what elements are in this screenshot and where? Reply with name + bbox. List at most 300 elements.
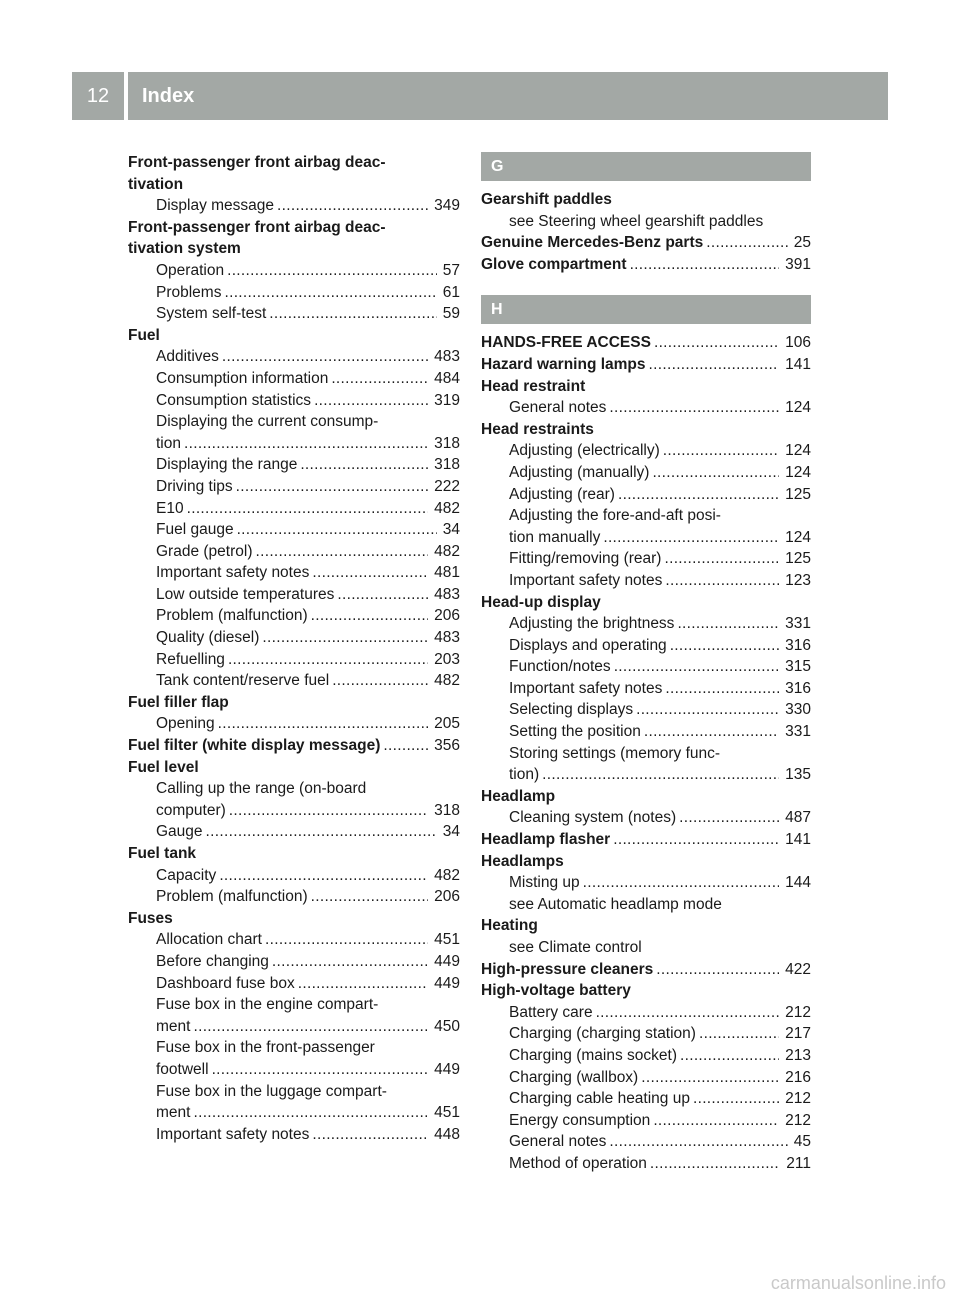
index-subentry[interactable]	[481, 484, 811, 506]
index-subentry[interactable]	[481, 397, 811, 419]
page-reference[interactable]: 481	[434, 564, 460, 582]
index-subentry[interactable]	[481, 807, 811, 829]
page-reference[interactable]: 482	[434, 672, 460, 690]
index-entry	[128, 908, 460, 930]
dot-leader	[609, 397, 779, 419]
dot-leader	[656, 959, 779, 981]
entry-text: HANDS-FREE ACCESS	[481, 334, 651, 352]
dot-leader	[693, 1088, 779, 1110]
index-subentry[interactable]	[128, 390, 460, 412]
index-subentry[interactable]	[481, 635, 811, 657]
entry-text: Displays and operating	[509, 636, 667, 654]
dot-leader	[311, 886, 429, 908]
index-entry	[481, 980, 811, 1002]
dot-leader	[229, 800, 428, 822]
page-reference[interactable]: 25	[793, 234, 811, 252]
page-reference[interactable]: 212	[785, 1003, 811, 1021]
entry-text: Refuelling	[156, 650, 225, 668]
page-reference[interactable]: 206	[434, 888, 460, 906]
page-reference[interactable]: 141	[785, 831, 811, 849]
index-subentry[interactable]	[128, 1124, 460, 1146]
page-reference[interactable]: 483	[434, 629, 460, 647]
index-entry	[128, 152, 460, 174]
page-reference[interactable]: 125	[785, 485, 811, 503]
entry-text: tivation	[128, 175, 184, 193]
page-reference[interactable]: 217	[785, 1025, 811, 1043]
page-reference[interactable]: 205	[434, 715, 460, 733]
page-reference[interactable]: 57	[442, 261, 460, 279]
page-reference[interactable]: 124	[785, 399, 811, 417]
index-subentry[interactable]	[481, 570, 811, 592]
page-reference[interactable]: 482	[434, 542, 460, 560]
page-reference[interactable]: 319	[434, 391, 460, 409]
index-subentry[interactable]	[481, 462, 811, 484]
section-letter-g: G	[481, 152, 811, 181]
dot-leader	[596, 1002, 780, 1024]
index-subentry[interactable]	[481, 678, 811, 700]
index-entry[interactable]	[481, 332, 811, 354]
index-entry	[128, 843, 460, 865]
index-entry[interactable]	[481, 829, 811, 851]
entry-text: Adjusting (electrically)	[509, 442, 660, 460]
dot-leader	[677, 613, 779, 635]
dot-leader	[583, 872, 779, 894]
page-reference[interactable]: 125	[785, 550, 811, 568]
index-entry[interactable]	[481, 254, 811, 276]
entry-text: Calling up the range (on-board	[156, 780, 367, 798]
index-subentry[interactable]	[128, 260, 460, 282]
index-subentry[interactable]	[128, 584, 460, 606]
page-reference[interactable]: 106	[785, 334, 811, 352]
page-reference[interactable]: 206	[434, 607, 460, 625]
dot-leader	[644, 721, 779, 743]
index-subentry	[128, 994, 460, 1016]
index-subentry[interactable]	[128, 454, 460, 476]
index-subentry	[481, 743, 811, 765]
entry-text: Head restraints	[481, 420, 594, 438]
index-subentry[interactable]	[128, 821, 460, 843]
dot-leader	[609, 1131, 787, 1153]
index-subentry[interactable]	[128, 800, 460, 822]
dot-leader	[641, 1067, 779, 1089]
entry-text: tion manually	[509, 528, 601, 546]
entry-text: Low outside temperatures	[156, 585, 335, 603]
watermark: carmanualsonline.info	[770, 1273, 946, 1293]
dot-leader	[314, 390, 428, 412]
entry-text: Allocation chart	[156, 931, 262, 949]
index-subentry[interactable]	[128, 951, 460, 973]
entry-text: Charging (wallbox)	[509, 1068, 639, 1086]
entry-text: Fitting/removing (rear)	[509, 550, 662, 568]
dot-leader	[255, 541, 428, 563]
page-reference[interactable]: 349	[434, 197, 460, 215]
dot-leader	[613, 829, 779, 851]
page-reference[interactable]: 451	[434, 931, 460, 949]
section-spacer	[481, 275, 811, 295]
entry-text: Charging cable heating up	[509, 1090, 690, 1108]
index-subentry[interactable]	[128, 886, 460, 908]
index-subentry[interactable]	[128, 929, 460, 951]
page-reference[interactable]: 203	[434, 650, 460, 668]
index-entry	[128, 692, 460, 714]
dot-leader	[193, 1102, 428, 1124]
entry-text: Display message	[156, 197, 275, 215]
page-reference[interactable]: 449	[434, 974, 460, 992]
dot-leader	[277, 195, 428, 217]
entry-text: Setting the position	[509, 723, 641, 741]
dot-leader	[652, 462, 779, 484]
index-subentry[interactable]	[128, 1059, 460, 1081]
entry-text: Gauge	[156, 823, 203, 841]
index-entry	[481, 915, 811, 937]
entry-text: Misting up	[509, 874, 580, 892]
page-reference[interactable]: 124	[785, 528, 811, 546]
index-subentry[interactable]	[481, 764, 811, 786]
dot-leader	[670, 635, 779, 657]
entry-text: High-pressure cleaners	[481, 960, 654, 978]
entry-text: Adjusting the fore-and-aft posi-	[509, 507, 721, 525]
page-reference[interactable]: 449	[434, 1060, 460, 1078]
page-reference[interactable]: 487	[785, 809, 811, 827]
page-reference[interactable]: 356	[434, 737, 460, 755]
dot-leader	[636, 699, 779, 721]
index-subentry[interactable]	[128, 865, 460, 887]
index-entry[interactable]	[481, 354, 811, 376]
entry-text: Problem (malfunction)	[156, 888, 308, 906]
dot-leader	[383, 735, 428, 757]
entry-text: Fuel gauge	[156, 521, 234, 539]
index-subentry[interactable]	[128, 605, 460, 627]
entry-text: Adjusting (rear)	[509, 485, 615, 503]
index-subentry	[481, 937, 811, 959]
entry-text: see Climate control	[509, 939, 642, 956]
entry-text: Storing settings (memory func-	[509, 744, 721, 762]
page-reference[interactable]: 451	[434, 1104, 460, 1122]
entry-text: see Automatic headlamp mode	[509, 895, 722, 913]
entry-text: Fuel filler flap	[128, 693, 229, 711]
entry-text: Problems	[156, 283, 222, 301]
page-title: Index	[128, 72, 888, 120]
index-subentry[interactable]	[481, 1088, 811, 1110]
entry-text: computer)	[156, 801, 226, 819]
page-number: 12	[72, 72, 124, 120]
dot-leader	[665, 570, 779, 592]
index-subentry[interactable]	[128, 973, 460, 995]
entry-text: High-voltage battery	[481, 982, 631, 1000]
dot-leader	[187, 498, 429, 520]
entry-text: tion)	[509, 766, 540, 784]
index-entry	[481, 851, 811, 873]
page-reference[interactable]: 331	[785, 723, 811, 741]
entry-text: System self-test	[156, 305, 267, 323]
index-subentry	[128, 1081, 460, 1103]
index-entry	[128, 174, 460, 196]
page-reference[interactable]: 422	[785, 960, 811, 978]
entry-text: Selecting displays	[509, 701, 634, 719]
index-subentry[interactable]	[481, 1067, 811, 1089]
index-entry	[481, 419, 811, 441]
index-subentry[interactable]	[481, 527, 811, 549]
index-subentry	[481, 894, 811, 916]
entry-text: Adjusting (manually)	[509, 463, 650, 481]
index-subentry	[481, 505, 811, 527]
page-reference[interactable]: 315	[785, 658, 811, 676]
dot-leader	[262, 627, 428, 649]
page-reference[interactable]: 318	[434, 801, 460, 819]
index-entry[interactable]	[128, 735, 460, 757]
entry-text: Quality (diesel)	[156, 629, 260, 647]
index-subentry	[128, 778, 460, 800]
entry-text: Glove compartment	[481, 255, 627, 273]
index-subentry[interactable]	[128, 303, 460, 325]
index-subentry[interactable]	[481, 872, 811, 894]
page-reference[interactable]: 316	[785, 679, 811, 697]
entry-text: ment	[156, 1104, 191, 1122]
dot-leader	[542, 764, 779, 786]
index-subentry	[128, 411, 460, 433]
dot-leader	[332, 670, 428, 692]
entry-text: Headlamp flasher	[481, 831, 611, 849]
entry-text: Front-passenger front airbag deac-	[128, 154, 386, 171]
page-reference[interactable]: 449	[434, 952, 460, 970]
page-reference[interactable]: 483	[434, 348, 460, 366]
entry-text: Driving tips	[156, 477, 233, 495]
index-subentry[interactable]	[128, 649, 460, 671]
page-reference[interactable]: 59	[442, 305, 460, 323]
dot-leader	[228, 649, 428, 671]
index-column-left	[128, 152, 460, 1145]
index-subentry[interactable]	[128, 1016, 460, 1038]
index-subentry[interactable]	[128, 541, 460, 563]
page-reference[interactable]: 141	[785, 355, 811, 373]
entry-text: Dashboard fuse box	[156, 974, 295, 992]
index-subentry[interactable]	[128, 282, 460, 304]
index-subentry[interactable]	[128, 195, 460, 217]
dot-leader	[603, 527, 779, 549]
page-reference[interactable]: 124	[785, 463, 811, 481]
page-reference[interactable]: 222	[434, 477, 460, 495]
entry-text: Fuel level	[128, 758, 199, 776]
index-subentry[interactable]	[481, 440, 811, 462]
index-subentry[interactable]	[128, 476, 460, 498]
dot-leader	[312, 562, 428, 584]
dot-leader	[193, 1016, 428, 1038]
page-reference[interactable]: 482	[434, 866, 460, 884]
index-subentry[interactable]	[128, 519, 460, 541]
page-reference[interactable]: 34	[442, 521, 460, 539]
index-subentry[interactable]	[481, 656, 811, 678]
index-entry	[481, 786, 811, 808]
dot-leader	[654, 332, 779, 354]
dot-leader	[236, 476, 428, 498]
dot-leader	[679, 807, 779, 829]
dot-leader	[237, 519, 437, 541]
entry-text: Problem (malfunction)	[156, 607, 308, 625]
page-reference[interactable]: 124	[785, 442, 811, 460]
entry-text: Operation	[156, 261, 225, 279]
dot-leader	[212, 1059, 429, 1081]
index-subentry[interactable]	[128, 627, 460, 649]
dot-leader	[311, 605, 429, 627]
entry-text: Fuel	[128, 326, 160, 344]
index-subentry[interactable]	[128, 368, 460, 390]
index-subentry[interactable]	[128, 346, 460, 368]
entry-text: Consumption statistics	[156, 391, 312, 409]
entry-text: Adjusting the brightness	[509, 615, 675, 633]
index-subentry[interactable]	[128, 1102, 460, 1124]
entry-text: Consumption information	[156, 369, 329, 387]
index-subentry[interactable]	[128, 670, 460, 692]
entry-text: Fuse box in the engine compart-	[156, 996, 379, 1014]
dot-leader	[269, 303, 437, 325]
index-entry[interactable]	[481, 959, 811, 981]
page-reference[interactable]: 448	[434, 1125, 460, 1143]
dot-leader	[298, 973, 428, 995]
entry-text: Fuse box in the front-passenger	[156, 1039, 375, 1057]
entry-text: Capacity	[156, 866, 217, 884]
index-entry	[128, 238, 460, 260]
index-subentry[interactable]	[481, 1131, 811, 1153]
entry-text: Additives	[156, 348, 219, 366]
entry-text: General notes	[509, 399, 607, 417]
entry-text: Tank content/reserve fuel	[156, 672, 330, 690]
entry-text: Before changing	[156, 952, 269, 970]
page-reference[interactable]: 61	[442, 283, 460, 301]
dot-leader	[219, 865, 428, 887]
index-entry	[481, 592, 811, 614]
index-subentry[interactable]	[481, 1153, 811, 1175]
index-subentry[interactable]	[128, 562, 460, 584]
dot-leader	[630, 254, 780, 276]
page-reference[interactable]: 45	[793, 1133, 811, 1151]
page-reference[interactable]: 331	[785, 615, 811, 633]
index-subentry[interactable]	[128, 433, 460, 455]
page-reference[interactable]: 211	[786, 1154, 811, 1172]
entry-text: see Steering wheel gearshift paddles	[509, 212, 764, 230]
page-reference[interactable]: 135	[785, 766, 811, 784]
index-entry	[481, 189, 811, 211]
entry-text: footwell	[156, 1060, 209, 1078]
dot-leader	[224, 282, 436, 304]
index-entry	[128, 325, 460, 347]
entry-text: Hazard warning lamps	[481, 355, 646, 373]
entry-text: Headlamp	[481, 787, 556, 805]
page-reference[interactable]: 34	[442, 823, 460, 841]
index-column-right	[481, 152, 811, 1175]
dot-leader	[664, 548, 779, 570]
dot-leader	[614, 656, 779, 678]
dot-leader	[184, 433, 428, 455]
page-reference[interactable]: 144	[785, 874, 811, 892]
index-subentry	[481, 211, 811, 233]
dot-leader	[218, 713, 429, 735]
entry-text: Grade (petrol)	[156, 542, 253, 560]
page-reference[interactable]: 330	[785, 701, 811, 719]
page-reference[interactable]: 316	[785, 636, 811, 654]
index-subentry[interactable]	[481, 1045, 811, 1067]
entry-text: Displaying the current consump-	[156, 413, 379, 431]
page-reference[interactable]: 318	[434, 456, 460, 474]
entry-text: tion	[156, 434, 181, 452]
page-reference[interactable]: 484	[434, 369, 460, 387]
index-subentry[interactable]	[481, 1110, 811, 1132]
index-subentry[interactable]	[128, 713, 460, 735]
dot-leader	[663, 440, 779, 462]
entry-text: Important safety notes	[509, 571, 663, 589]
dot-leader	[312, 1124, 428, 1146]
page-reference[interactable]: 212	[785, 1090, 811, 1108]
entry-text: Important safety notes	[156, 564, 310, 582]
dot-leader	[222, 346, 428, 368]
dot-leader	[665, 678, 779, 700]
entry-text: Important safety notes	[509, 679, 663, 697]
entry-text: tivation system	[128, 240, 241, 258]
entry-text: Important safety notes	[156, 1125, 310, 1143]
entry-text: E10	[156, 499, 184, 517]
index-entry	[128, 757, 460, 779]
entry-text: Charging (mains socket)	[509, 1046, 677, 1064]
entry-text: Fuel filter (white display message)	[128, 737, 381, 755]
entry-text: Gearshift paddles	[481, 191, 612, 208]
entry-text: Headlamps	[481, 852, 564, 870]
dot-leader	[699, 1023, 779, 1045]
entry-text: Energy consumption	[509, 1111, 651, 1129]
entry-text: Charging (charging station)	[509, 1025, 696, 1043]
index-subentry[interactable]	[481, 699, 811, 721]
dot-leader	[206, 821, 437, 843]
index-entry	[481, 376, 811, 398]
index-subentry[interactable]	[128, 498, 460, 520]
entry-text: Displaying the range	[156, 456, 298, 474]
page-reference[interactable]: 450	[434, 1017, 460, 1035]
entry-text: Opening	[156, 715, 215, 733]
index-subentry[interactable]	[481, 1002, 811, 1024]
dot-leader	[337, 584, 428, 606]
dot-leader	[653, 1110, 779, 1132]
entry-text: Front-passenger front airbag deac-	[128, 218, 386, 236]
entry-text: Cleaning system (notes)	[509, 809, 677, 827]
dot-leader	[331, 368, 428, 390]
dot-leader	[680, 1045, 779, 1067]
dot-leader	[649, 354, 780, 376]
page-reference[interactable]: 483	[434, 585, 460, 603]
index-subentry[interactable]	[481, 1023, 811, 1045]
index-subentry[interactable]	[481, 548, 811, 570]
index-entry[interactable]	[481, 232, 811, 254]
index-subentry[interactable]	[481, 613, 811, 635]
dot-leader	[706, 232, 788, 254]
entry-text: Fuses	[128, 909, 173, 927]
entry-text: General notes	[509, 1133, 607, 1151]
entry-text: Head-up display	[481, 593, 601, 611]
page-reference[interactable]: 212	[785, 1111, 811, 1129]
entry-text: ment	[156, 1017, 191, 1035]
index-subentry[interactable]	[481, 721, 811, 743]
dot-leader	[618, 484, 779, 506]
entry-text: Heating	[481, 917, 538, 935]
entry-text: Fuse box in the luggage compart-	[156, 1082, 387, 1100]
dot-leader	[265, 929, 428, 951]
page-reference[interactable]: 318	[434, 434, 460, 452]
page-reference[interactable]: 216	[785, 1068, 811, 1086]
page-reference[interactable]: 482	[434, 499, 460, 517]
entry-text: Battery care	[509, 1003, 593, 1021]
page-reference[interactable]: 123	[785, 571, 811, 589]
dot-leader	[272, 951, 428, 973]
page-reference[interactable]: 213	[785, 1046, 811, 1064]
index-subentry	[128, 1037, 460, 1059]
page-reference[interactable]: 391	[785, 255, 811, 273]
